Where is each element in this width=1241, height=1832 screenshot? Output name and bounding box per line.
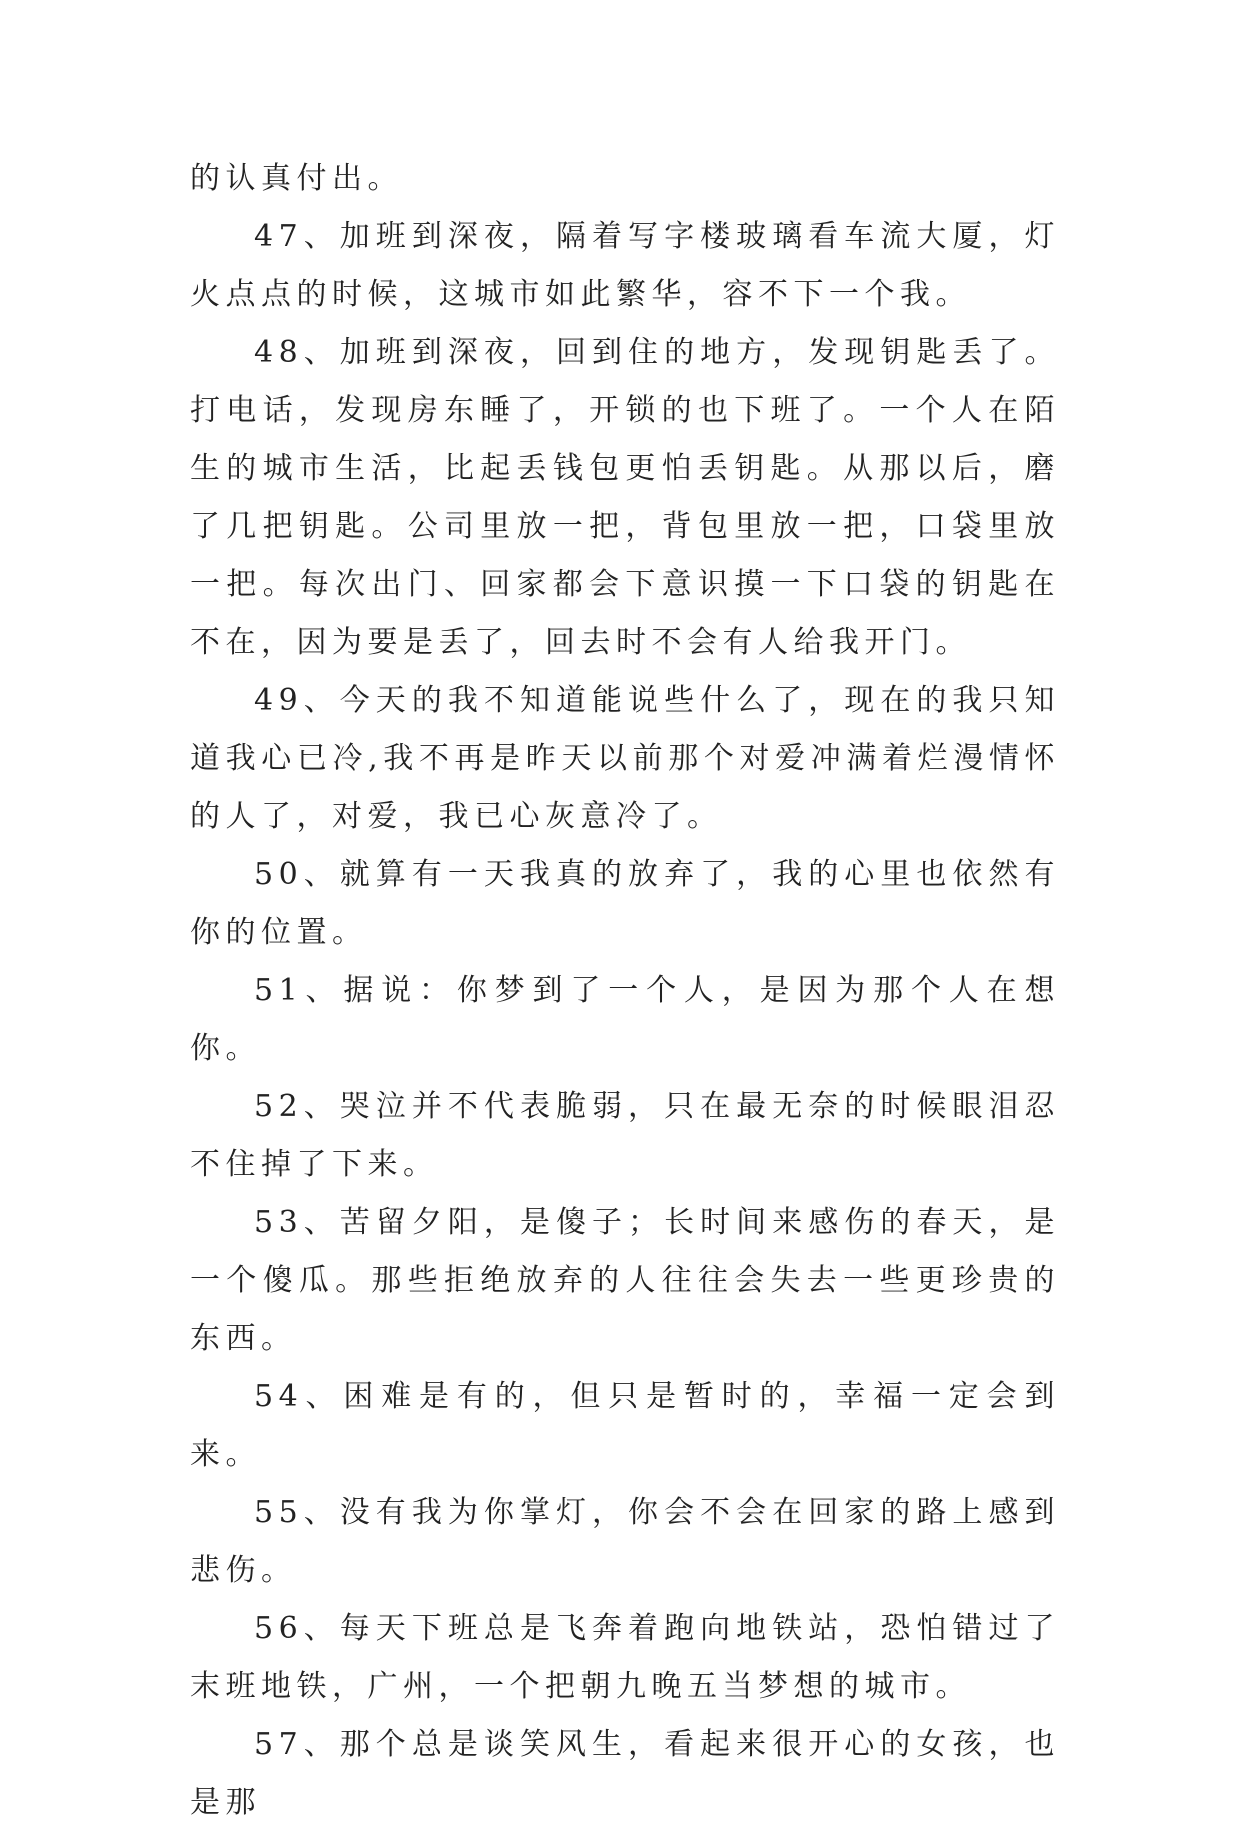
- paragraph-item-49: 49、今天的我不知道能说些什么了，现在的我只知道我心已冷,我不再是昨天以前那个对爱冲满着烂漫情怀的人了，对爱，我已心灰意冷了。: [190, 683, 1060, 834]
- paragraph-item-51: 51、据说：你梦到了一个人，是因为那个人在想你。: [190, 973, 1060, 1066]
- paragraph-item-54: 54、困难是有的，但只是暂时的，幸福一定会到来。: [190, 1379, 1060, 1472]
- paragraph-item-50: 50、就算有一天我真的放弃了，我的心里也依然有你的位置。: [190, 857, 1060, 950]
- paragraph-item-55: 55、没有我为你掌灯，你会不会在回家的路上感到悲伤。: [190, 1495, 1060, 1588]
- paragraph-item-57: 57、那个总是谈笑风生，看起来很开心的女孩，也是那: [190, 1727, 1060, 1820]
- paragraph-item-48: 48、加班到深夜，回到住的地方，发现钥匙丢了。打电话，发现房东睡了，开锁的也下班了。一个人在陌生的城市生活，比起丢钱包更怕丢钥匙。从那以后，磨了几把钥匙。公司里放一把，背包里放一把，口袋里放一把。每次出门、回家都会下意识摸一下口袋的钥匙在不在，因为要是丢了，回去时不会有人给我开门。: [190, 335, 1060, 660]
- paragraph-item-56: 56、每天下班总是飞奔着跑向地铁站，恐怕错过了末班地铁，广州，一个把朝九晚五当梦想的城市。: [190, 1611, 1060, 1704]
- paragraph-continuation: 的认真付出。: [190, 161, 403, 196]
- paragraph-item-53: 53、苦留夕阳，是傻子；长时间来感伤的春天，是一个傻瓜。那些拒绝放弃的人往往会失去一些更珍贵的东西。: [190, 1205, 1060, 1356]
- paragraph-item-47: 47、加班到深夜，隔着写字楼玻璃看车流大厦，灯火点点的时候，这城市如此繁华，容不下一个我。: [190, 219, 1060, 312]
- document-body: [190, 150, 1060, 1832]
- paragraph-item-52: 52、哭泣并不代表脆弱，只在最无奈的时候眼泪忍不住掉了下来。: [190, 1089, 1060, 1182]
